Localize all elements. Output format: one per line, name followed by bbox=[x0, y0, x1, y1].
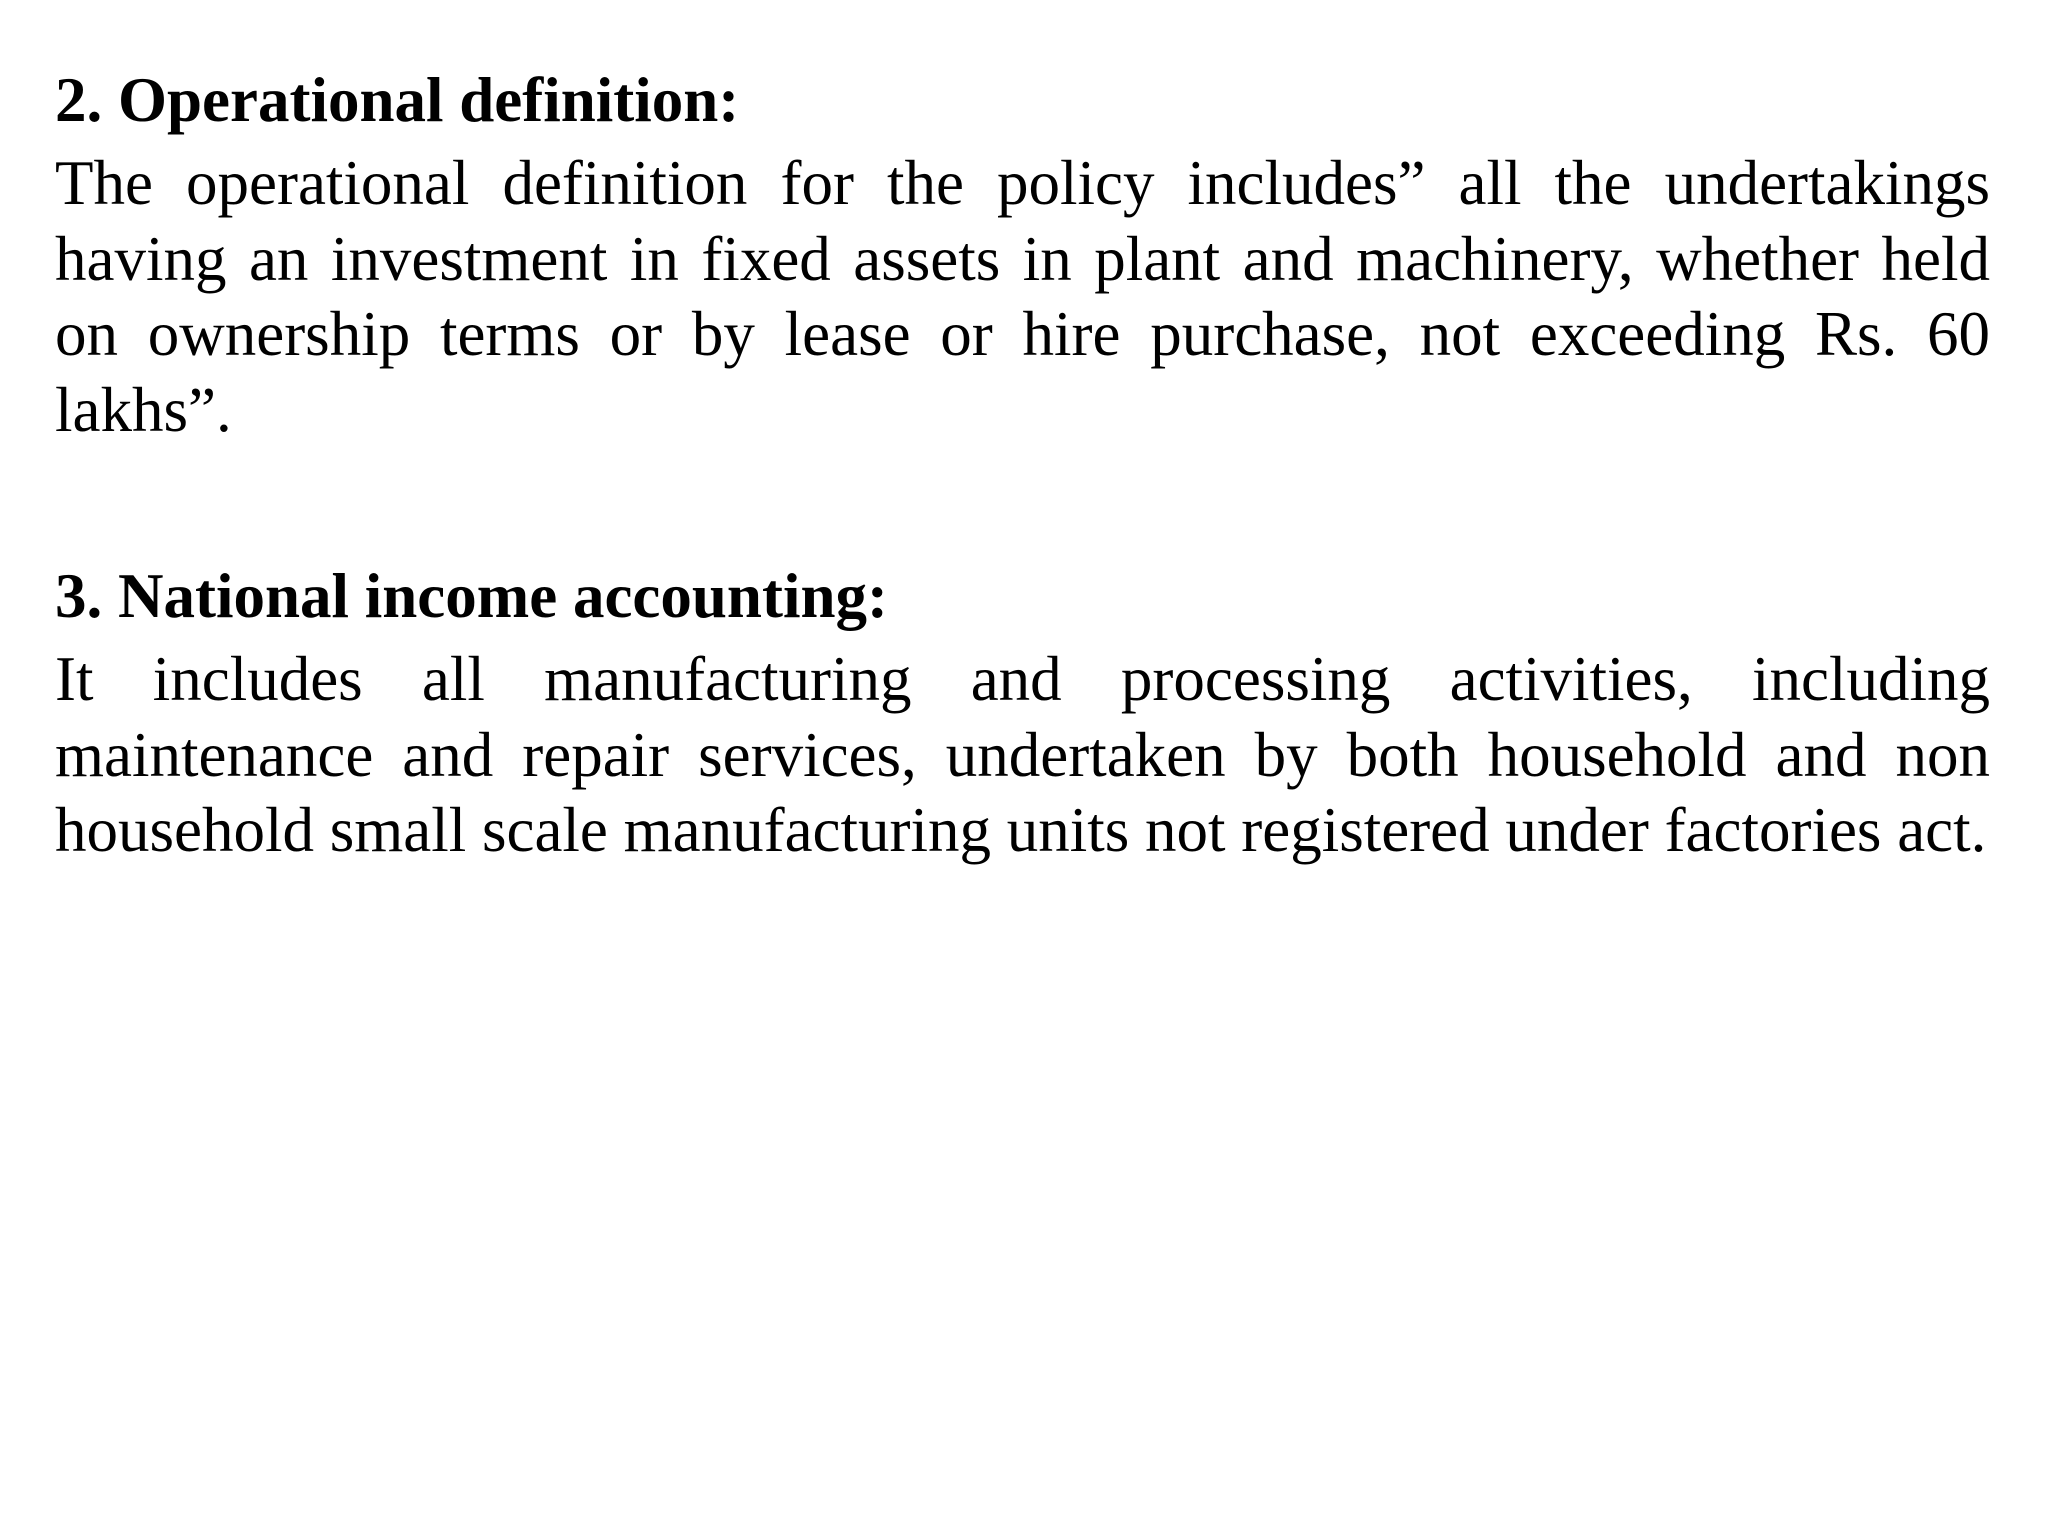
section-heading: 2. Operational definition: bbox=[55, 65, 740, 135]
section-spacer bbox=[55, 448, 1990, 558]
section-operational-definition bbox=[55, 62, 1990, 448]
section-body: The operational definition for the policy includes” all the undertakings having an investment in fixed assets in plant and machinery, whether held on ownership terms or by lease or hire purchase, not exceeding Rs. 60 lakhs”. bbox=[55, 148, 1990, 445]
section-body: It includes all manufacturing and processing activities, including maintenance and repair services, undertaken by both household and non household small scale manufacturing units not registered under factories act. bbox=[55, 644, 1990, 865]
document-page bbox=[55, 62, 1990, 869]
section-national-income-accounting bbox=[55, 558, 1990, 869]
section-heading: 3. National income accounting: bbox=[55, 561, 888, 631]
